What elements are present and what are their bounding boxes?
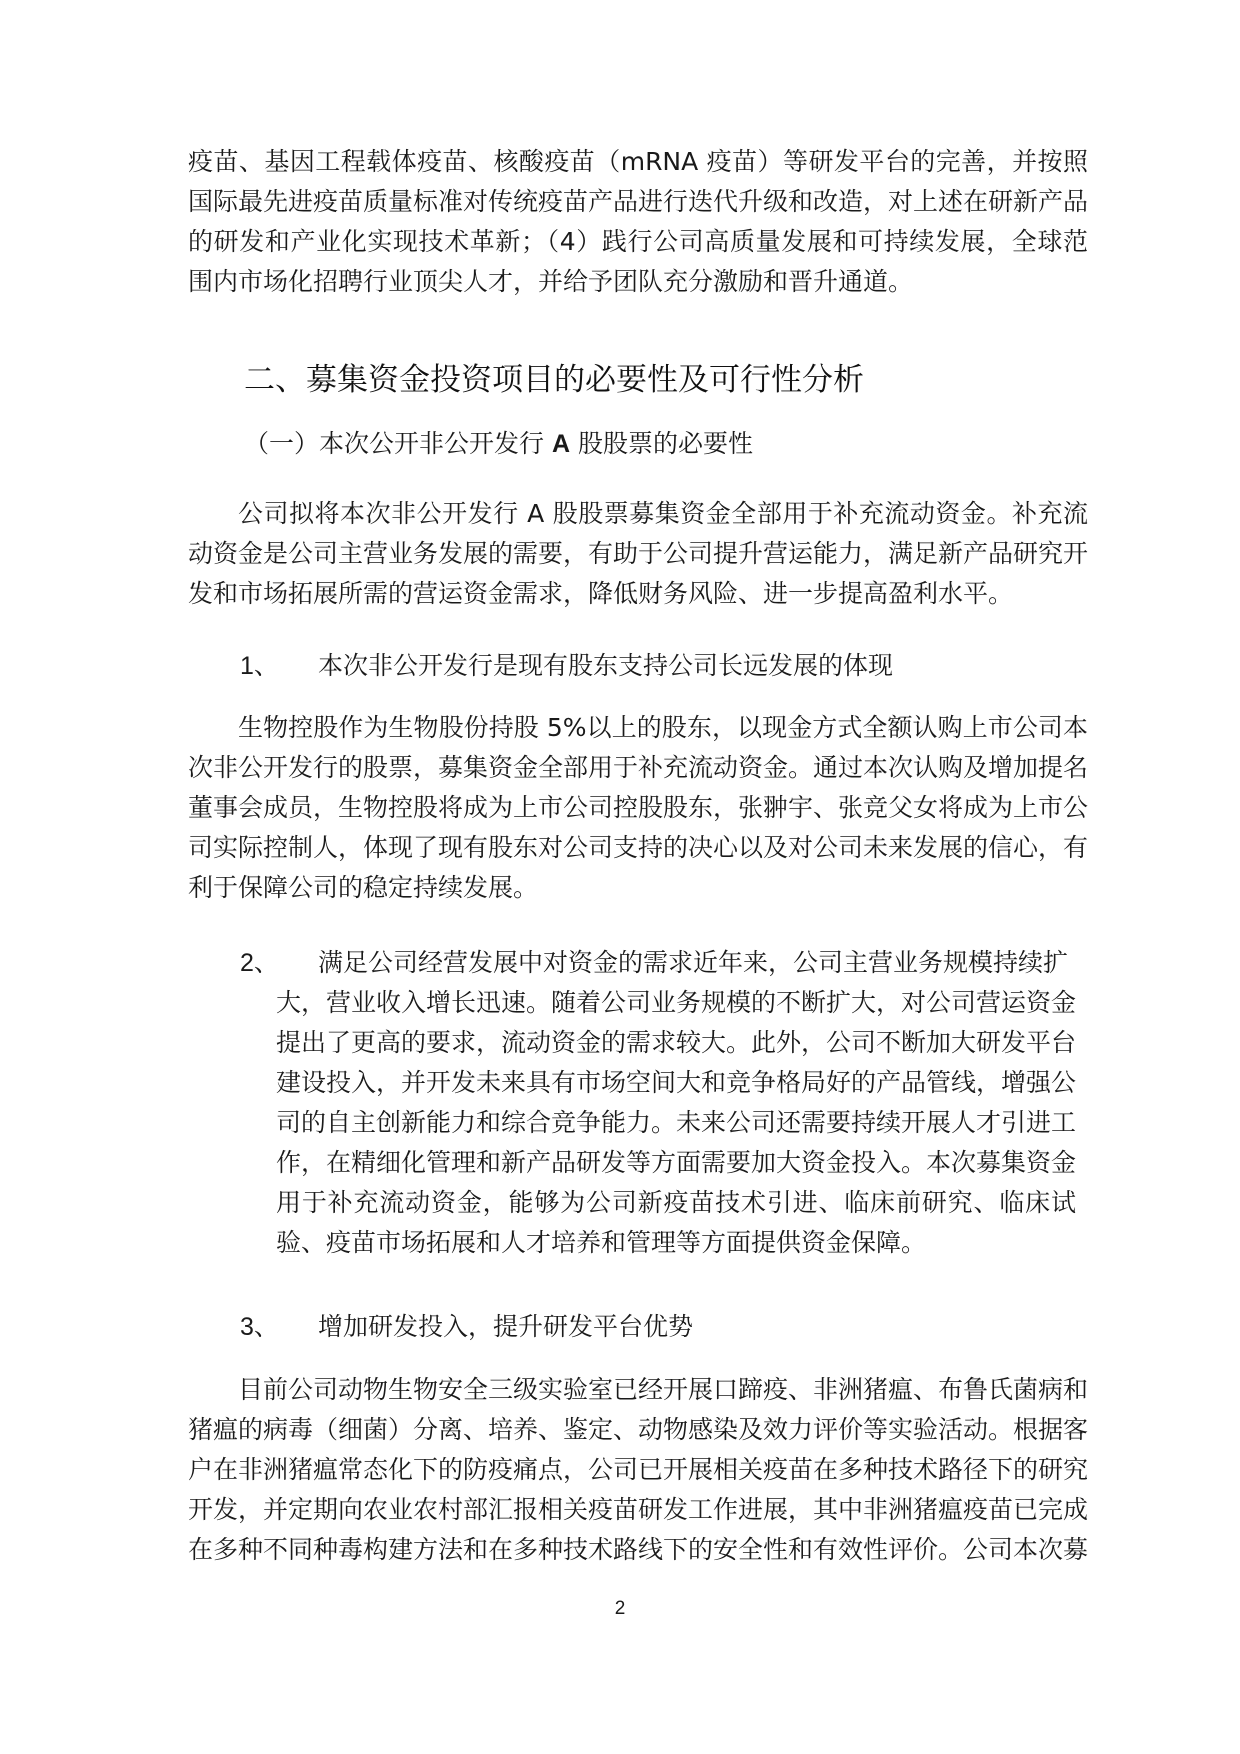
page-number: 2 [614,1598,626,1619]
item2-number: 2、 [240,949,279,977]
item1-body: 生物控股作为生物股份持股 5%以上的股东，以现金方式全额认购上市公司本次非公开发行的股票，募集资金全部用于补充流动资金。通过本次认购及增加提名董事会成员，生物控股将成为上市公司控股股东，张翀宇、张竞父女将成为上市公司实际控制人，体现了现有股东对公司支持的决心以及对公司未来发展的信心，有利于保障公司的稳定持续发展。 [188,713,1089,902]
item3-number: 3、 [240,1313,279,1341]
item3-body: 目前公司动物生物安全三级实验室已经开展口蹄疫、非洲猪瘟、布鲁氏菌病和猪瘟的病毒（细菌）分离、培养、鉴定、动物感染及效力评价等实验活动。根据客户在非洲猪瘟常态化下的防疫痛点，公司已开展相关疫苗在多种技术路径下的研究开发，并定期向农业农村部汇报相关疫苗研发工作进展，其中非洲猪瘟疫苗已完成在多种不同种毒构建方法和在多种技术路线下的安全性和有效性评价。公司本次募 [188,1375,1089,1564]
paragraph-use-of-funds: 公司拟将本次非公开发行 A 股股票募集资金全部用于补充流动资金。补充流动资金是公司主营业务发展的需要，有助于公司提升营运能力，满足新产品研究开发和市场拓展所需的营运资金需求，降低财务风险、进一步提高盈利水平。 [188,499,1089,608]
item3-title: 增加研发投入，提升研发平台优势 [318,1312,694,1341]
paragraph-intro-continuation: 疫苗、基因工程载体疫苗、核酸疫苗（mRNA 疫苗）等研发平台的完善，并按照国际最先进疫苗质量标准对传统疫苗产品进行迭代升级和改造，对上述在研新产品的研发和产业化实现技术革新；（4）践行公司高质量发展和可持续发展，全球范围内市场化招聘行业顶尖人才，并给予团队充分激励和晋升通道。 [188,147,1089,296]
subsection-heading [244,424,753,464]
section-heading: 二、募集资金投资项目的必要性及可行性分析 [244,362,864,398]
item1-title: 本次非公开发行是现有股东支持公司长远发展的体现 [318,651,894,680]
item1-number: 1、 [240,652,279,680]
subsection-heading-suffix: 股股票的必要性 [570,429,753,458]
subsection-heading-prefix: （一）本次公开非公开发行 [244,429,552,458]
item2-body: 大，营业收入增长迅速。随着公司业务规模的不断扩大，对公司营运资金提出了更高的要求，流动资金的需求较大。此外，公司不断加大研发平台建设投入，并开发未来具有市场空间大和竞争格局好的产品管线，增强公司的自主创新能力和综合竞争能力。未来公司还需要持续开展人才引进工作，在精细化管理和新产品研发等方面需要加大资金投入。本次募集资金用于补充流动资金，能够为公司新疫苗技术引进、临床前研究、临床试验、疫苗市场拓展和人才培养和管理等方面提供资金保障。 [276,988,1077,1257]
subsection-heading-bold: A [551,430,571,458]
item2-title: 满足公司经营发展中对资金的需求近年来，公司主营业务规模持续扩 [318,948,1069,977]
